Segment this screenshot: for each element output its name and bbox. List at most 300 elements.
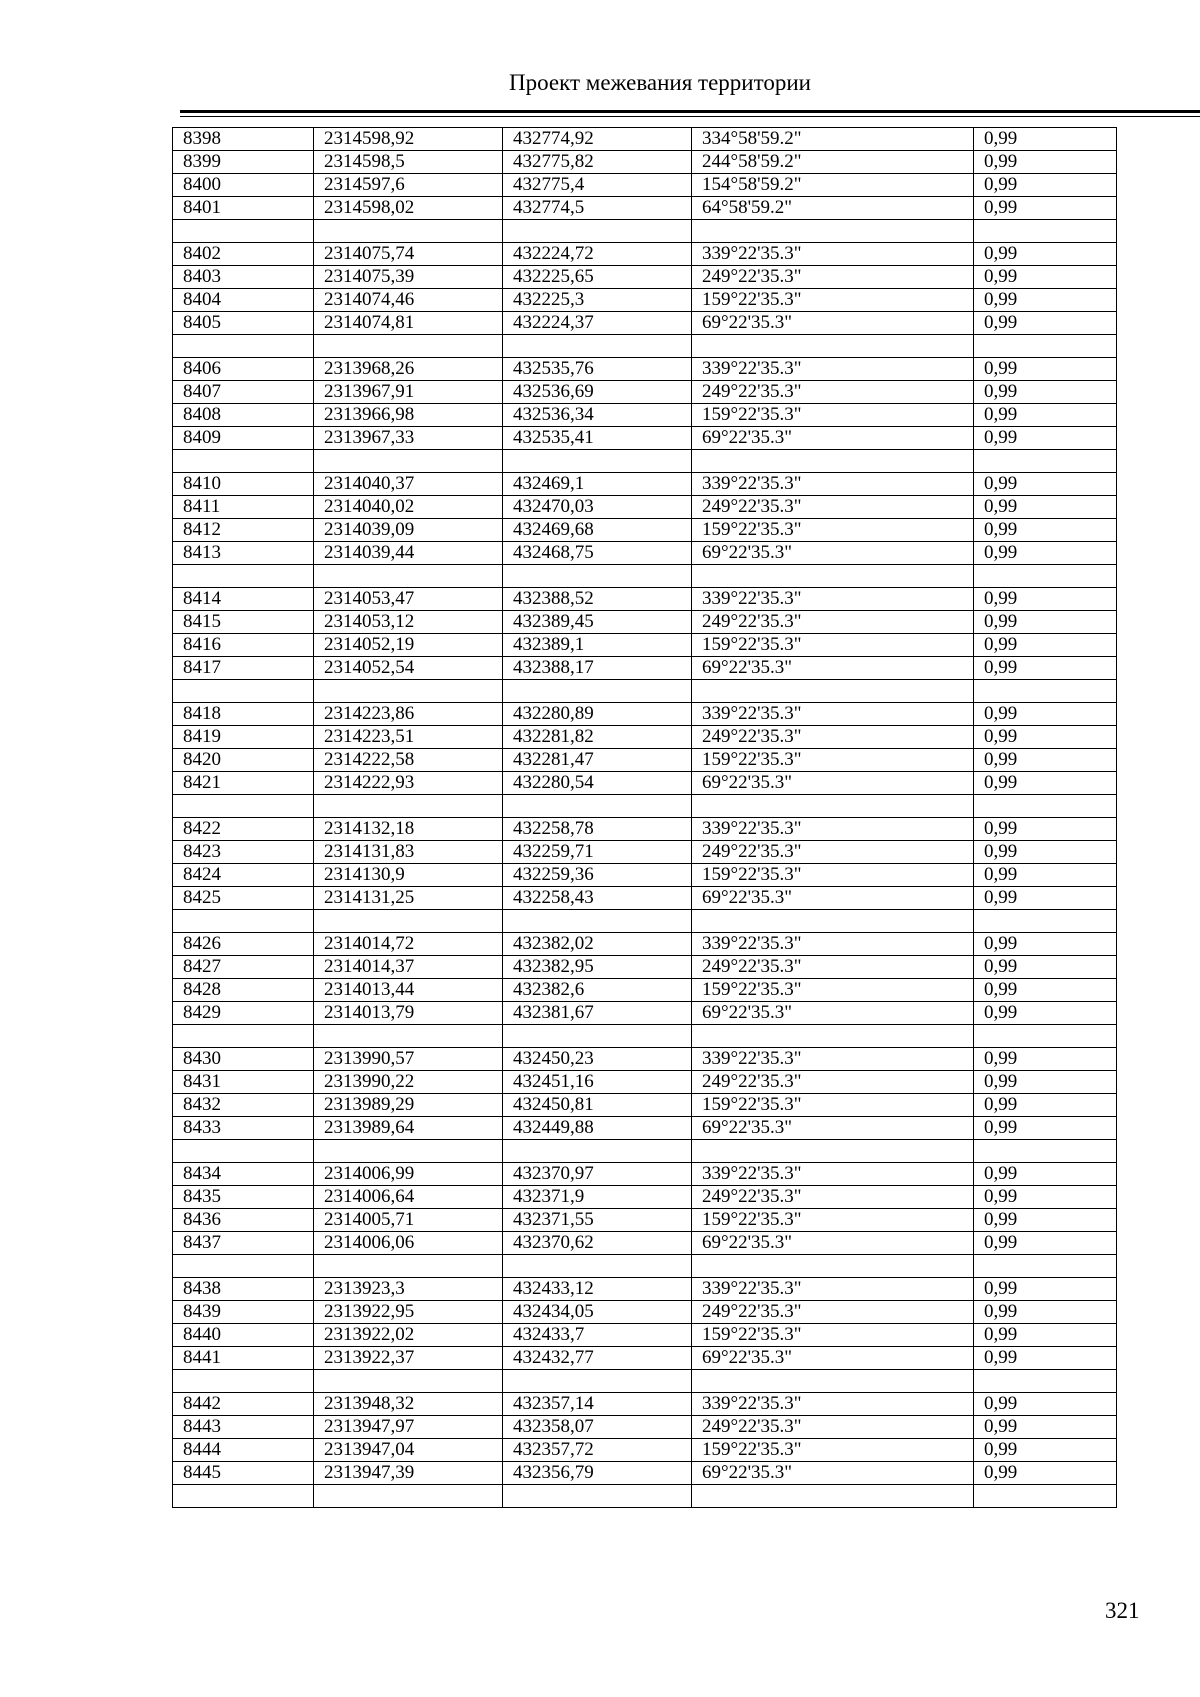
point-number-cell: 8442 bbox=[173, 1393, 314, 1416]
distance-cell: 0,99 bbox=[974, 1048, 1117, 1071]
distance-cell bbox=[974, 1140, 1117, 1163]
x-coordinate-cell: 2314013,79 bbox=[314, 1002, 503, 1025]
y-coordinate-cell: 432433,12 bbox=[503, 1278, 692, 1301]
y-coordinate-cell: 432468,75 bbox=[503, 542, 692, 565]
direction-angle-cell: 159°22'35.3" bbox=[692, 519, 974, 542]
point-number-cell: 8435 bbox=[173, 1186, 314, 1209]
direction-angle-cell: 339°22'35.3" bbox=[692, 1163, 974, 1186]
x-coordinate-cell: 2313947,04 bbox=[314, 1439, 503, 1462]
table-row bbox=[173, 726, 1117, 749]
distance-cell: 0,99 bbox=[974, 1324, 1117, 1347]
direction-angle-cell: 69°22'35.3" bbox=[692, 1347, 974, 1370]
table-row bbox=[173, 151, 1117, 174]
point-number-cell: 8427 bbox=[173, 956, 314, 979]
point-number-cell: 8429 bbox=[173, 1002, 314, 1025]
point-number-cell: 8404 bbox=[173, 289, 314, 312]
y-coordinate-cell bbox=[503, 1485, 692, 1508]
point-number-cell: 8400 bbox=[173, 174, 314, 197]
y-coordinate-cell: 432775,82 bbox=[503, 151, 692, 174]
y-coordinate-cell: 432535,41 bbox=[503, 427, 692, 450]
separator-row bbox=[173, 680, 1117, 703]
x-coordinate-cell: 2313990,57 bbox=[314, 1048, 503, 1071]
point-number-cell: 8398 bbox=[173, 128, 314, 151]
point-number-cell: 8433 bbox=[173, 1117, 314, 1140]
distance-cell: 0,99 bbox=[974, 864, 1117, 887]
point-number-cell: 8436 bbox=[173, 1209, 314, 1232]
point-number-cell: 8405 bbox=[173, 312, 314, 335]
distance-cell bbox=[974, 795, 1117, 818]
direction-angle-cell: 249°22'35.3" bbox=[692, 841, 974, 864]
point-number-cell: 8445 bbox=[173, 1462, 314, 1485]
distance-cell: 0,99 bbox=[974, 312, 1117, 335]
y-coordinate-cell: 432225,65 bbox=[503, 266, 692, 289]
distance-cell: 0,99 bbox=[974, 703, 1117, 726]
direction-angle-cell: 249°22'35.3" bbox=[692, 1186, 974, 1209]
point-number-cell bbox=[173, 1140, 314, 1163]
x-coordinate-cell: 2314223,51 bbox=[314, 726, 503, 749]
y-coordinate-cell: 432433,7 bbox=[503, 1324, 692, 1347]
x-coordinate-cell: 2314075,39 bbox=[314, 266, 503, 289]
y-coordinate-cell bbox=[503, 1140, 692, 1163]
point-number-cell: 8412 bbox=[173, 519, 314, 542]
point-number-cell: 8408 bbox=[173, 404, 314, 427]
point-number-cell: 8423 bbox=[173, 841, 314, 864]
table-row bbox=[173, 749, 1117, 772]
y-coordinate-cell bbox=[503, 1025, 692, 1048]
x-coordinate-cell: 2314075,74 bbox=[314, 243, 503, 266]
y-coordinate-cell: 432470,03 bbox=[503, 496, 692, 519]
distance-cell bbox=[974, 1370, 1117, 1393]
distance-cell: 0,99 bbox=[974, 956, 1117, 979]
y-coordinate-cell bbox=[503, 1370, 692, 1393]
table-row bbox=[173, 542, 1117, 565]
y-coordinate-cell bbox=[503, 335, 692, 358]
table-row bbox=[173, 1301, 1117, 1324]
direction-angle-cell: 69°22'35.3" bbox=[692, 772, 974, 795]
direction-angle-cell bbox=[692, 450, 974, 473]
y-coordinate-cell: 432356,79 bbox=[503, 1462, 692, 1485]
direction-angle-cell: 339°22'35.3" bbox=[692, 1048, 974, 1071]
direction-angle-cell: 154°58'59.2" bbox=[692, 174, 974, 197]
distance-cell: 0,99 bbox=[974, 151, 1117, 174]
point-number-cell: 8409 bbox=[173, 427, 314, 450]
direction-angle-cell: 69°22'35.3" bbox=[692, 657, 974, 680]
point-number-cell: 8402 bbox=[173, 243, 314, 266]
direction-angle-cell: 339°22'35.3" bbox=[692, 358, 974, 381]
x-coordinate-cell bbox=[314, 565, 503, 588]
direction-angle-cell: 249°22'35.3" bbox=[692, 266, 974, 289]
separator-row bbox=[173, 1370, 1117, 1393]
y-coordinate-cell: 432280,54 bbox=[503, 772, 692, 795]
x-coordinate-cell: 2314598,02 bbox=[314, 197, 503, 220]
direction-angle-cell: 339°22'35.3" bbox=[692, 243, 974, 266]
point-number-cell: 8440 bbox=[173, 1324, 314, 1347]
y-coordinate-cell: 432371,9 bbox=[503, 1186, 692, 1209]
table-row bbox=[173, 588, 1117, 611]
x-coordinate-cell: 2314014,37 bbox=[314, 956, 503, 979]
table-row bbox=[173, 1324, 1117, 1347]
table-row bbox=[173, 1002, 1117, 1025]
x-coordinate-cell bbox=[314, 1140, 503, 1163]
point-number-cell: 8413 bbox=[173, 542, 314, 565]
x-coordinate-cell: 2313968,26 bbox=[314, 358, 503, 381]
direction-angle-cell: 69°22'35.3" bbox=[692, 887, 974, 910]
direction-angle-cell: 249°22'35.3" bbox=[692, 1071, 974, 1094]
point-number-cell: 8432 bbox=[173, 1094, 314, 1117]
table-row bbox=[173, 404, 1117, 427]
distance-cell: 0,99 bbox=[974, 726, 1117, 749]
distance-cell bbox=[974, 1255, 1117, 1278]
distance-cell: 0,99 bbox=[974, 887, 1117, 910]
point-number-cell: 8415 bbox=[173, 611, 314, 634]
distance-cell: 0,99 bbox=[974, 404, 1117, 427]
point-number-cell: 8444 bbox=[173, 1439, 314, 1462]
distance-cell: 0,99 bbox=[974, 818, 1117, 841]
direction-angle-cell bbox=[692, 220, 974, 243]
direction-angle-cell bbox=[692, 1025, 974, 1048]
table-row bbox=[173, 266, 1117, 289]
point-number-cell: 8420 bbox=[173, 749, 314, 772]
x-coordinate-cell: 2313923,3 bbox=[314, 1278, 503, 1301]
direction-angle-cell: 339°22'35.3" bbox=[692, 1278, 974, 1301]
point-number-cell: 8417 bbox=[173, 657, 314, 680]
direction-angle-cell: 69°22'35.3" bbox=[692, 542, 974, 565]
direction-angle-cell: 339°22'35.3" bbox=[692, 818, 974, 841]
x-coordinate-cell: 2314598,92 bbox=[314, 128, 503, 151]
y-coordinate-cell bbox=[503, 680, 692, 703]
direction-angle-cell: 339°22'35.3" bbox=[692, 588, 974, 611]
y-coordinate-cell bbox=[503, 1255, 692, 1278]
x-coordinate-cell bbox=[314, 1025, 503, 1048]
point-number-cell: 8410 bbox=[173, 473, 314, 496]
y-coordinate-cell: 432449,88 bbox=[503, 1117, 692, 1140]
point-number-cell: 8428 bbox=[173, 979, 314, 1002]
direction-angle-cell: 249°22'35.3" bbox=[692, 381, 974, 404]
x-coordinate-cell: 2313947,39 bbox=[314, 1462, 503, 1485]
table-row bbox=[173, 703, 1117, 726]
header-rule-thick bbox=[180, 110, 1200, 113]
table-row bbox=[173, 381, 1117, 404]
distance-cell: 0,99 bbox=[974, 128, 1117, 151]
x-coordinate-cell: 2313989,29 bbox=[314, 1094, 503, 1117]
y-coordinate-cell: 432370,97 bbox=[503, 1163, 692, 1186]
point-number-cell: 8421 bbox=[173, 772, 314, 795]
distance-cell: 0,99 bbox=[974, 1393, 1117, 1416]
x-coordinate-cell: 2314074,81 bbox=[314, 312, 503, 335]
coordinates-table-body bbox=[173, 128, 1117, 1508]
separator-row bbox=[173, 1025, 1117, 1048]
direction-angle-cell: 69°22'35.3" bbox=[692, 312, 974, 335]
y-coordinate-cell: 432381,67 bbox=[503, 1002, 692, 1025]
distance-cell: 0,99 bbox=[974, 1071, 1117, 1094]
table-row bbox=[173, 956, 1117, 979]
table-row bbox=[173, 887, 1117, 910]
table-row bbox=[173, 864, 1117, 887]
x-coordinate-cell: 2314052,54 bbox=[314, 657, 503, 680]
y-coordinate-cell: 432774,5 bbox=[503, 197, 692, 220]
x-coordinate-cell: 2314014,72 bbox=[314, 933, 503, 956]
separator-row bbox=[173, 220, 1117, 243]
x-coordinate-cell: 2314039,44 bbox=[314, 542, 503, 565]
point-number-cell: 8406 bbox=[173, 358, 314, 381]
table-row bbox=[173, 519, 1117, 542]
y-coordinate-cell: 432259,36 bbox=[503, 864, 692, 887]
table-row bbox=[173, 1232, 1117, 1255]
distance-cell: 0,99 bbox=[974, 289, 1117, 312]
distance-cell: 0,99 bbox=[974, 1094, 1117, 1117]
distance-cell: 0,99 bbox=[974, 634, 1117, 657]
point-number-cell: 8441 bbox=[173, 1347, 314, 1370]
distance-cell: 0,99 bbox=[974, 174, 1117, 197]
y-coordinate-cell: 432370,62 bbox=[503, 1232, 692, 1255]
x-coordinate-cell: 2314074,46 bbox=[314, 289, 503, 312]
point-number-cell: 8416 bbox=[173, 634, 314, 657]
point-number-cell bbox=[173, 795, 314, 818]
distance-cell: 0,99 bbox=[974, 979, 1117, 1002]
direction-angle-cell bbox=[692, 680, 974, 703]
y-coordinate-cell: 432536,69 bbox=[503, 381, 692, 404]
point-number-cell: 8403 bbox=[173, 266, 314, 289]
direction-angle-cell: 69°22'35.3" bbox=[692, 1117, 974, 1140]
separator-row bbox=[173, 565, 1117, 588]
direction-angle-cell bbox=[692, 1255, 974, 1278]
x-coordinate-cell: 2314040,02 bbox=[314, 496, 503, 519]
x-coordinate-cell: 2314131,25 bbox=[314, 887, 503, 910]
x-coordinate-cell bbox=[314, 910, 503, 933]
table-row bbox=[173, 1278, 1117, 1301]
distance-cell: 0,99 bbox=[974, 1416, 1117, 1439]
x-coordinate-cell: 2313948,32 bbox=[314, 1393, 503, 1416]
table-row bbox=[173, 772, 1117, 795]
table-row bbox=[173, 427, 1117, 450]
point-number-cell: 8439 bbox=[173, 1301, 314, 1324]
x-coordinate-cell bbox=[314, 1255, 503, 1278]
separator-row bbox=[173, 910, 1117, 933]
y-coordinate-cell: 432774,92 bbox=[503, 128, 692, 151]
distance-cell: 0,99 bbox=[974, 1117, 1117, 1140]
x-coordinate-cell bbox=[314, 1370, 503, 1393]
y-coordinate-cell: 432382,6 bbox=[503, 979, 692, 1002]
table-row bbox=[173, 1439, 1117, 1462]
x-coordinate-cell: 2314222,58 bbox=[314, 749, 503, 772]
y-coordinate-cell: 432536,34 bbox=[503, 404, 692, 427]
distance-cell: 0,99 bbox=[974, 1462, 1117, 1485]
y-coordinate-cell bbox=[503, 565, 692, 588]
x-coordinate-cell: 2313967,91 bbox=[314, 381, 503, 404]
distance-cell: 0,99 bbox=[974, 473, 1117, 496]
table-row bbox=[173, 1393, 1117, 1416]
distance-cell: 0,99 bbox=[974, 841, 1117, 864]
separator-row bbox=[173, 1485, 1117, 1508]
point-number-cell bbox=[173, 1485, 314, 1508]
direction-angle-cell: 64°58'59.2" bbox=[692, 197, 974, 220]
x-coordinate-cell: 2314006,64 bbox=[314, 1186, 503, 1209]
direction-angle-cell bbox=[692, 1140, 974, 1163]
direction-angle-cell bbox=[692, 1485, 974, 1508]
direction-angle-cell: 339°22'35.3" bbox=[692, 703, 974, 726]
separator-row bbox=[173, 450, 1117, 473]
direction-angle-cell: 249°22'35.3" bbox=[692, 496, 974, 519]
y-coordinate-cell: 432469,1 bbox=[503, 473, 692, 496]
y-coordinate-cell: 432224,72 bbox=[503, 243, 692, 266]
distance-cell bbox=[974, 1485, 1117, 1508]
point-number-cell: 8430 bbox=[173, 1048, 314, 1071]
x-coordinate-cell: 2314131,83 bbox=[314, 841, 503, 864]
y-coordinate-cell: 432281,82 bbox=[503, 726, 692, 749]
point-number-cell: 8419 bbox=[173, 726, 314, 749]
point-number-cell bbox=[173, 565, 314, 588]
direction-angle-cell: 244°58'59.2" bbox=[692, 151, 974, 174]
y-coordinate-cell: 432258,78 bbox=[503, 818, 692, 841]
table-row bbox=[173, 174, 1117, 197]
coordinates-table bbox=[172, 127, 1117, 1508]
distance-cell: 0,99 bbox=[974, 611, 1117, 634]
direction-angle-cell: 159°22'35.3" bbox=[692, 979, 974, 1002]
table-row bbox=[173, 841, 1117, 864]
y-coordinate-cell: 432451,16 bbox=[503, 1071, 692, 1094]
x-coordinate-cell: 2314013,44 bbox=[314, 979, 503, 1002]
direction-angle-cell: 249°22'35.3" bbox=[692, 1416, 974, 1439]
direction-angle-cell: 339°22'35.3" bbox=[692, 1393, 974, 1416]
table-row bbox=[173, 1094, 1117, 1117]
table-row bbox=[173, 933, 1117, 956]
table-row bbox=[173, 128, 1117, 151]
distance-cell: 0,99 bbox=[974, 657, 1117, 680]
point-number-cell bbox=[173, 220, 314, 243]
direction-angle-cell bbox=[692, 910, 974, 933]
y-coordinate-cell: 432388,52 bbox=[503, 588, 692, 611]
table-row bbox=[173, 289, 1117, 312]
table-row bbox=[173, 496, 1117, 519]
point-number-cell: 8426 bbox=[173, 933, 314, 956]
distance-cell bbox=[974, 910, 1117, 933]
x-coordinate-cell: 2314040,37 bbox=[314, 473, 503, 496]
point-number-cell: 8434 bbox=[173, 1163, 314, 1186]
point-number-cell: 8399 bbox=[173, 151, 314, 174]
table-row bbox=[173, 979, 1117, 1002]
direction-angle-cell bbox=[692, 1370, 974, 1393]
direction-angle-cell: 159°22'35.3" bbox=[692, 864, 974, 887]
distance-cell: 0,99 bbox=[974, 197, 1117, 220]
x-coordinate-cell: 2313966,98 bbox=[314, 404, 503, 427]
point-number-cell bbox=[173, 335, 314, 358]
y-coordinate-cell: 432382,02 bbox=[503, 933, 692, 956]
direction-angle-cell: 159°22'35.3" bbox=[692, 1094, 974, 1117]
table-row bbox=[173, 657, 1117, 680]
direction-angle-cell: 249°22'35.3" bbox=[692, 1301, 974, 1324]
point-number-cell: 8443 bbox=[173, 1416, 314, 1439]
direction-angle-cell: 339°22'35.3" bbox=[692, 933, 974, 956]
x-coordinate-cell: 2314005,71 bbox=[314, 1209, 503, 1232]
distance-cell: 0,99 bbox=[974, 749, 1117, 772]
x-coordinate-cell: 2314222,93 bbox=[314, 772, 503, 795]
y-coordinate-cell: 432225,3 bbox=[503, 289, 692, 312]
y-coordinate-cell bbox=[503, 220, 692, 243]
separator-row bbox=[173, 1255, 1117, 1278]
x-coordinate-cell: 2313967,33 bbox=[314, 427, 503, 450]
x-coordinate-cell: 2313989,64 bbox=[314, 1117, 503, 1140]
table-row bbox=[173, 1209, 1117, 1232]
y-coordinate-cell: 432389,1 bbox=[503, 634, 692, 657]
distance-cell: 0,99 bbox=[974, 1347, 1117, 1370]
point-number-cell bbox=[173, 450, 314, 473]
distance-cell: 0,99 bbox=[974, 1163, 1117, 1186]
direction-angle-cell: 69°22'35.3" bbox=[692, 427, 974, 450]
page-number: 321 bbox=[1105, 1598, 1140, 1623]
distance-cell: 0,99 bbox=[974, 358, 1117, 381]
distance-cell: 0,99 bbox=[974, 1232, 1117, 1255]
point-number-cell: 8424 bbox=[173, 864, 314, 887]
x-coordinate-cell: 2314006,99 bbox=[314, 1163, 503, 1186]
distance-cell: 0,99 bbox=[974, 266, 1117, 289]
x-coordinate-cell: 2314053,12 bbox=[314, 611, 503, 634]
table-row bbox=[173, 473, 1117, 496]
point-number-cell bbox=[173, 910, 314, 933]
separator-row bbox=[173, 795, 1117, 818]
y-coordinate-cell bbox=[503, 450, 692, 473]
distance-cell: 0,99 bbox=[974, 381, 1117, 404]
table-row bbox=[173, 634, 1117, 657]
direction-angle-cell: 69°22'35.3" bbox=[692, 1002, 974, 1025]
x-coordinate-cell: 2314130,9 bbox=[314, 864, 503, 887]
distance-cell: 0,99 bbox=[974, 243, 1117, 266]
distance-cell: 0,99 bbox=[974, 542, 1117, 565]
direction-angle-cell bbox=[692, 335, 974, 358]
point-number-cell: 8438 bbox=[173, 1278, 314, 1301]
distance-cell bbox=[974, 220, 1117, 243]
point-number-cell: 8414 bbox=[173, 588, 314, 611]
table-row bbox=[173, 1416, 1117, 1439]
y-coordinate-cell bbox=[503, 910, 692, 933]
point-number-cell: 8431 bbox=[173, 1071, 314, 1094]
y-coordinate-cell: 432371,55 bbox=[503, 1209, 692, 1232]
y-coordinate-cell: 432388,17 bbox=[503, 657, 692, 680]
table-row bbox=[173, 312, 1117, 335]
distance-cell: 0,99 bbox=[974, 1209, 1117, 1232]
point-number-cell bbox=[173, 1025, 314, 1048]
distance-cell: 0,99 bbox=[974, 1278, 1117, 1301]
x-coordinate-cell: 2313990,22 bbox=[314, 1071, 503, 1094]
direction-angle-cell: 334°58'59.2" bbox=[692, 128, 974, 151]
distance-cell: 0,99 bbox=[974, 519, 1117, 542]
direction-angle-cell: 159°22'35.3" bbox=[692, 1209, 974, 1232]
direction-angle-cell: 159°22'35.3" bbox=[692, 404, 974, 427]
direction-angle-cell: 159°22'35.3" bbox=[692, 289, 974, 312]
direction-angle-cell: 159°22'35.3" bbox=[692, 1439, 974, 1462]
table-row bbox=[173, 243, 1117, 266]
x-coordinate-cell: 2314597,6 bbox=[314, 174, 503, 197]
y-coordinate-cell: 432450,23 bbox=[503, 1048, 692, 1071]
direction-angle-cell: 159°22'35.3" bbox=[692, 1324, 974, 1347]
table-row bbox=[173, 818, 1117, 841]
table-row bbox=[173, 1186, 1117, 1209]
direction-angle-cell: 69°22'35.3" bbox=[692, 1232, 974, 1255]
x-coordinate-cell: 2314052,19 bbox=[314, 634, 503, 657]
distance-cell bbox=[974, 680, 1117, 703]
distance-cell: 0,99 bbox=[974, 588, 1117, 611]
y-coordinate-cell: 432224,37 bbox=[503, 312, 692, 335]
y-coordinate-cell: 432280,89 bbox=[503, 703, 692, 726]
x-coordinate-cell: 2313922,02 bbox=[314, 1324, 503, 1347]
distance-cell: 0,99 bbox=[974, 1439, 1117, 1462]
point-number-cell: 8418 bbox=[173, 703, 314, 726]
table-row bbox=[173, 611, 1117, 634]
y-coordinate-cell: 432259,71 bbox=[503, 841, 692, 864]
y-coordinate-cell: 432775,4 bbox=[503, 174, 692, 197]
distance-cell: 0,99 bbox=[974, 1002, 1117, 1025]
distance-cell: 0,99 bbox=[974, 933, 1117, 956]
point-number-cell: 8425 bbox=[173, 887, 314, 910]
